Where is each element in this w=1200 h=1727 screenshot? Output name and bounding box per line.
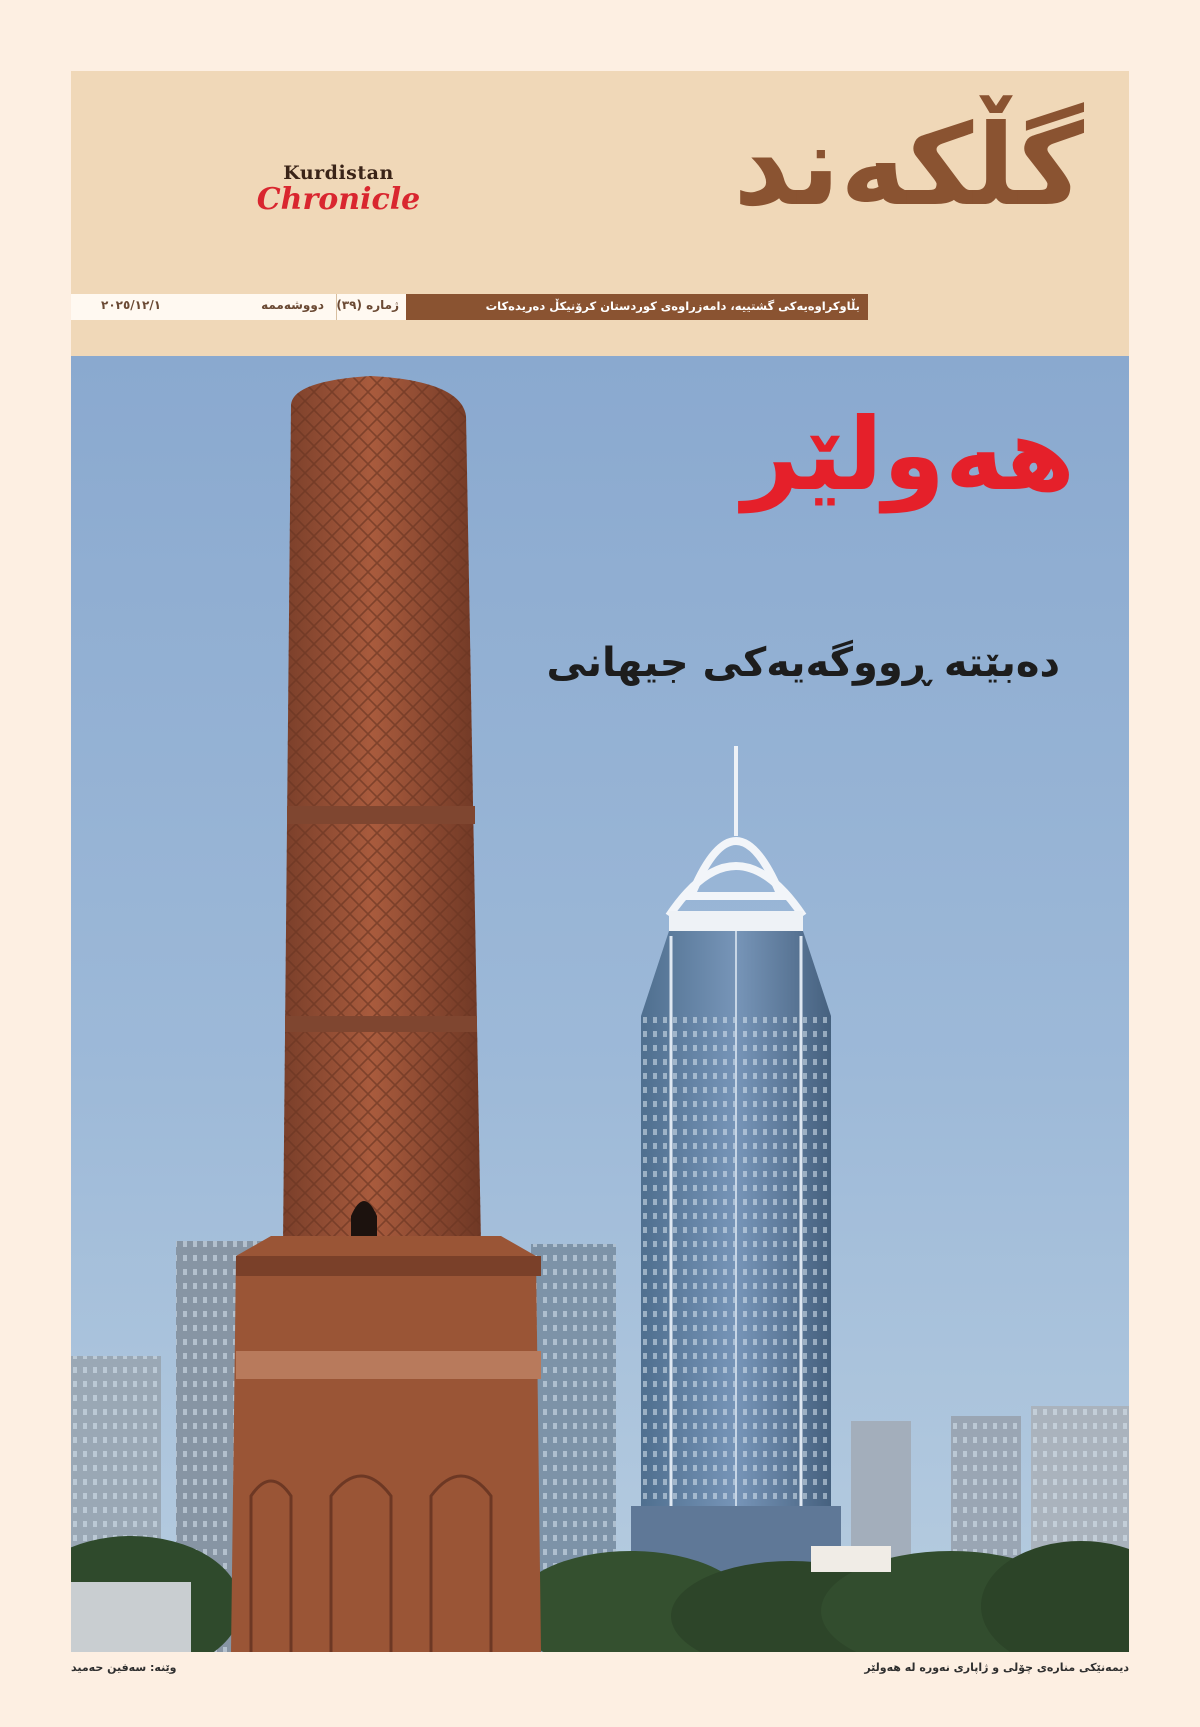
cover-photo-illustration (71, 356, 1129, 1652)
kurdistan-chronicle-logo[interactable] (251, 163, 426, 217)
date-label: دووشەممە (261, 298, 324, 312)
foreground-wall (71, 1582, 191, 1652)
cover-subheadline: دەبێتە ڕووگەیەکی جیهانی (546, 640, 1060, 686)
photo-caption: دیمەنێکی منارەی چۆلی و ژاپاری نەورە لە هەولێر (864, 1661, 1129, 1674)
tagline-box (406, 294, 868, 320)
logo-bottom-text: Chronicle (256, 182, 421, 217)
brand-title: گڵکەند (733, 101, 1084, 231)
masthead (71, 71, 1129, 356)
cover-headline: هەولێر (742, 396, 1075, 513)
photo-credit: وێنە: سەفین حەمید (71, 1661, 177, 1674)
tagline: بڵاوکراوەیەکی گشتییە، دامەزراوەی کوردستان کرۆنیکڵ دەریدەکات (485, 299, 860, 313)
issue-number: ژمارە (٣٩) (336, 298, 399, 312)
logo-top-text: Kurdistan (283, 162, 394, 184)
date-value: ٢٠٢٥/١٢/١ (101, 298, 162, 312)
date-box (71, 294, 336, 320)
cover-photo (71, 356, 1129, 1652)
issue-info-bar (71, 294, 868, 320)
issue-box (336, 294, 407, 320)
